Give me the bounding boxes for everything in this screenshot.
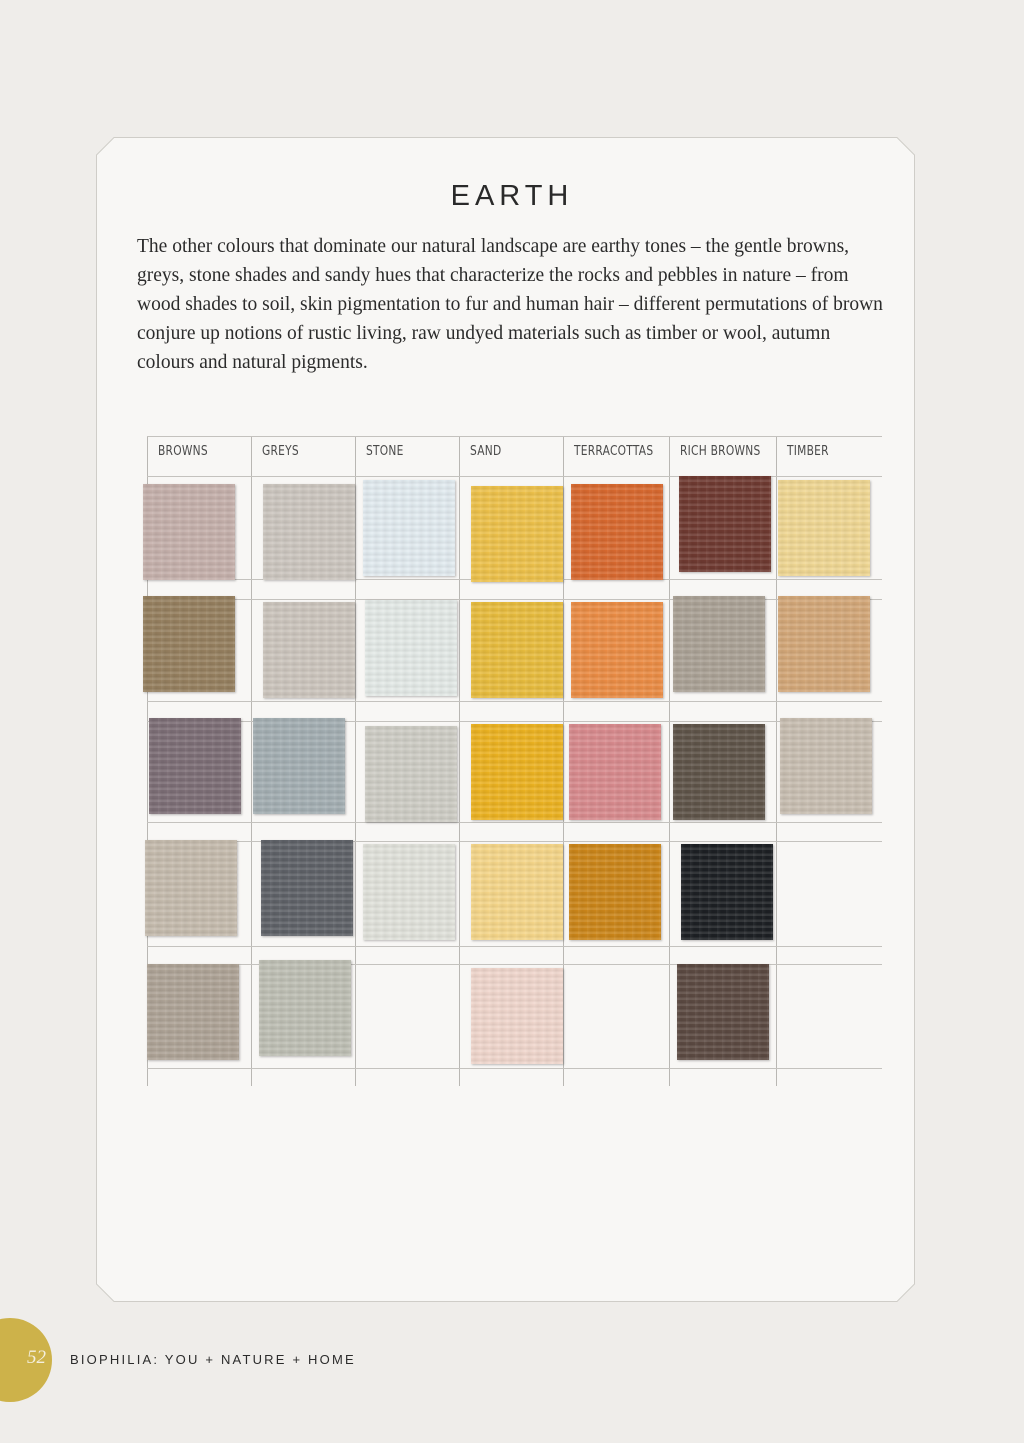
swatch-sand-4: [471, 844, 563, 940]
swatch-greys-5: [259, 960, 351, 1056]
swatch-sand-2: [471, 602, 563, 698]
swatch-timber-2: [778, 596, 870, 692]
column-header-terracottas: TERRACOTTAS: [574, 444, 654, 459]
swatch-greys-3: [253, 718, 345, 814]
intro-paragraph: The other colours that dominate our natural landscape are earthy tones – the gentle browns, greys, stone shades and sandy hues that characterize the rocks and pebbles in nature – from wood shades to soil, skin pigmentation to fur and human hair – different permutations of brown conjure up notions of rustic living, raw undyed materials such as timber or wool, autumn colours and natural pigments.: [137, 236, 883, 373]
colour-palette-grid: [147, 436, 882, 1086]
column-header-rich-browns: RICH BROWNS: [680, 444, 761, 459]
column-header-greys: GREYS: [262, 444, 299, 459]
swatch-browns-4: [145, 840, 237, 936]
swatch-stone-2: [365, 600, 457, 696]
page-title: EARTH: [450, 180, 574, 212]
swatch-sand-3: [471, 724, 563, 820]
swatch-greys-1: [263, 484, 355, 580]
swatch-browns-5: [147, 964, 239, 1060]
swatch-greys-4: [261, 840, 353, 936]
swatch-stone-4: [363, 844, 455, 940]
page-number: 52: [27, 1347, 46, 1368]
swatch-terracottas-4: [569, 844, 661, 940]
column-header-timber: TIMBER: [787, 444, 829, 459]
swatch-greys-2: [263, 602, 355, 698]
swatch-timber-3: [780, 718, 872, 814]
swatch-sand-5: [471, 968, 563, 1064]
swatch-rich-browns-4: [681, 844, 773, 940]
column-header-browns: BROWNS: [158, 444, 208, 459]
swatch-browns-2: [143, 596, 235, 692]
swatch-terracottas-1: [571, 484, 663, 580]
column-header-sand: SAND: [470, 444, 502, 459]
swatch-stone-1: [363, 480, 455, 576]
swatch-stone-3: [365, 726, 457, 822]
swatch-timber-1: [778, 480, 870, 576]
swatch-terracottas-3: [569, 724, 661, 820]
swatch-sand-1: [471, 486, 563, 582]
swatch-rich-browns-5: [677, 964, 769, 1060]
swatch-rich-browns-1: [679, 476, 771, 572]
swatch-rich-browns-3: [673, 724, 765, 820]
swatch-browns-3: [149, 718, 241, 814]
running-head: BIOPHILIA: YOU + NATURE + HOME: [70, 1352, 356, 1367]
swatch-rich-browns-2: [673, 596, 765, 692]
swatch-terracottas-2: [571, 602, 663, 698]
swatch-browns-1: [143, 484, 235, 580]
column-header-stone: STONE: [366, 444, 404, 459]
